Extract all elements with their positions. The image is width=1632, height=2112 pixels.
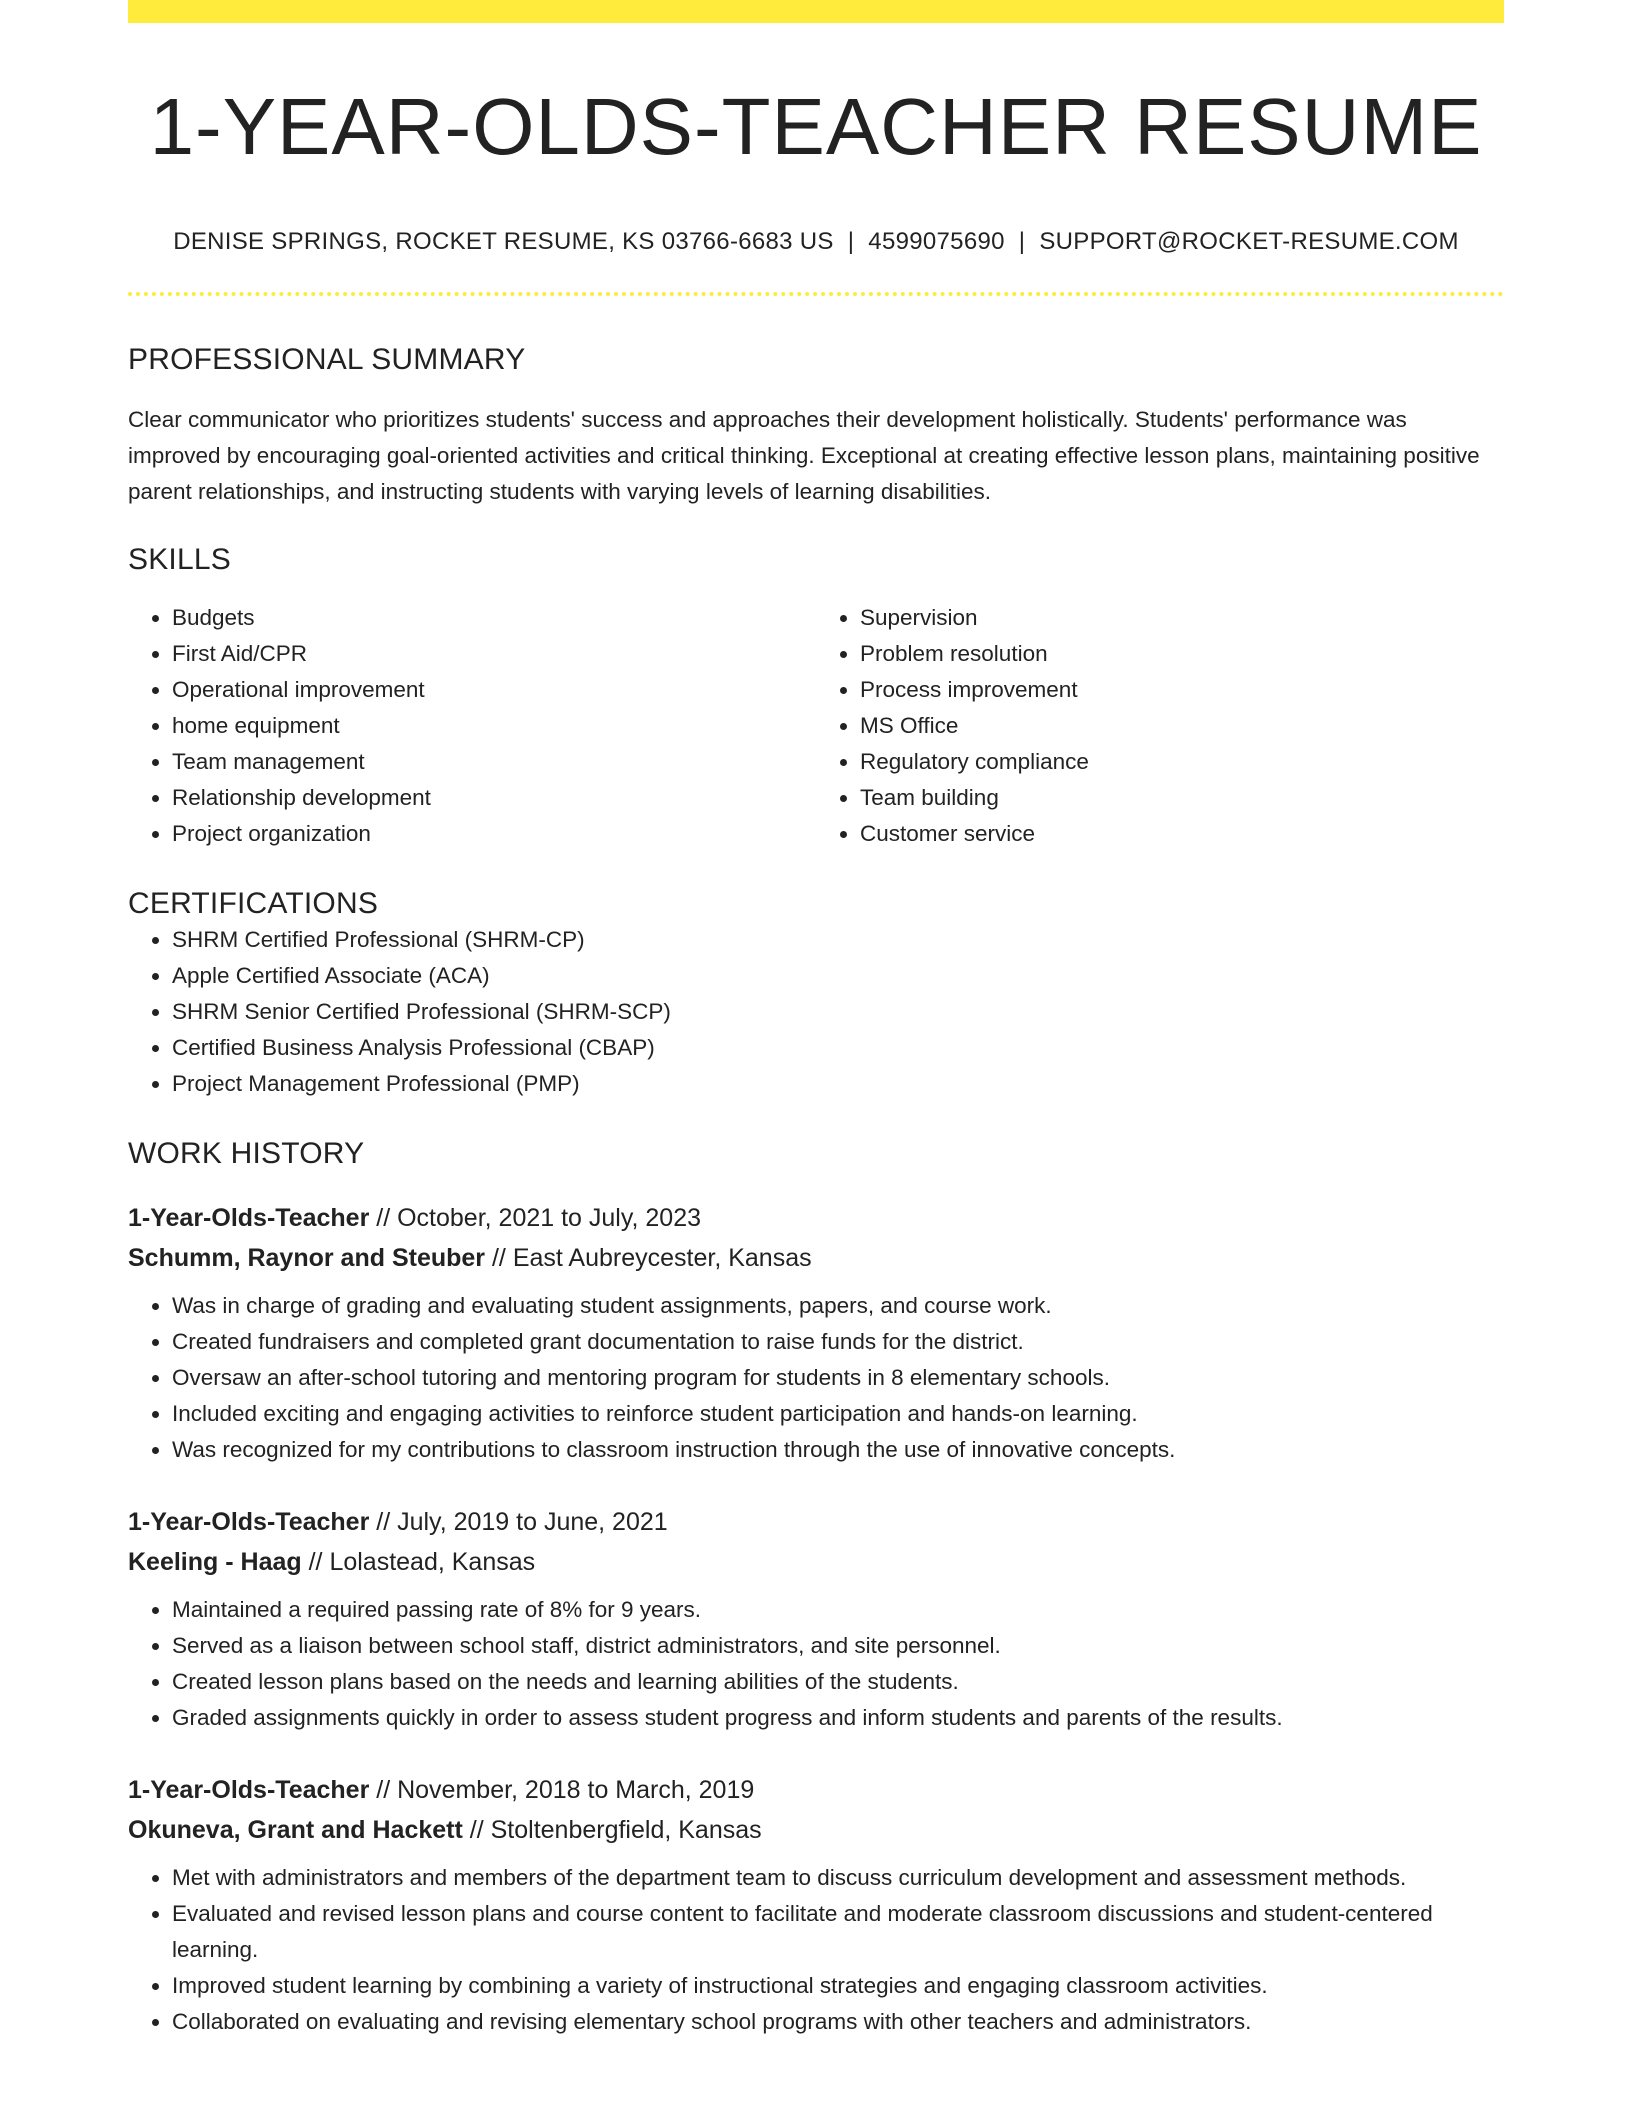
certification-item: • Certified Business Analysis Professional (CBAP): [172, 1030, 1504, 1066]
summary-heading: PROFESSIONAL SUMMARY: [128, 343, 526, 376]
skill-item: • Team building: [860, 780, 1504, 816]
job-title-line: [128, 1198, 1504, 1238]
skills-grid: [128, 600, 1504, 852]
job-bullet: • Included exciting and engaging activities to reinforce student participation and hands-on learning.: [172, 1396, 1504, 1432]
job-bullet: • Collaborated on evaluating and revising elementary school programs with other teachers and administrators.: [172, 2004, 1504, 2040]
job-bullets: [128, 1860, 1504, 2040]
resume-page: [128, 0, 1504, 2112]
skill-item: • Problem resolution: [860, 636, 1504, 672]
contact-info: [128, 228, 1504, 256]
resume-title: 1-YEAR-OLDS-TEACHER RESUME: [149, 82, 1483, 171]
job-bullet: • Graded assignments quickly in order to assess student progress and inform students and parents of the results.: [172, 1700, 1504, 1736]
job-company-line: [128, 1810, 1504, 1850]
job-dates: // October, 2021 to July, 2023: [376, 1204, 702, 1232]
skill-item: • MS Office: [860, 708, 1504, 744]
job-bullet: • Met with administrators and members of the department team to discuss curriculum development and assessment methods.: [172, 1860, 1504, 1896]
skill-item: • Project organization: [172, 816, 816, 852]
skill-item: • Process improvement: [860, 672, 1504, 708]
certification-item: • SHRM Senior Certified Professional (SHRM-SCP): [172, 994, 1504, 1030]
skill-item: • Supervision: [860, 600, 1504, 636]
accent-top-bar: [128, 0, 1504, 23]
job-title: 1-Year-Olds-Teacher: [128, 1776, 370, 1804]
job-bullet: • Oversaw an after-school tutoring and mentoring program for students in 8 elementary schools.: [172, 1360, 1504, 1396]
job-bullet: • Was in charge of grading and evaluating student assignments, papers, and course work.: [172, 1288, 1504, 1324]
skill-item: • Regulatory compliance: [860, 744, 1504, 780]
job-bullet: • Served as a liaison between school staff, district administrators, and site personnel.: [172, 1628, 1504, 1664]
job-bullets: [128, 1288, 1504, 1468]
job-bullet: • Maintained a required passing rate of 8% for 9 years.: [172, 1592, 1504, 1628]
job-title: 1-Year-Olds-Teacher: [128, 1508, 370, 1536]
certifications-list: [128, 922, 1504, 1102]
skills-list-left: [128, 600, 816, 852]
job-dates: // July, 2019 to June, 2021: [376, 1508, 668, 1536]
work-history-heading: WORK HISTORY: [128, 1137, 365, 1170]
skill-item: • Relationship development: [172, 780, 816, 816]
job-company: Okuneva, Grant and Hackett: [128, 1816, 463, 1844]
job-dates: // November, 2018 to March, 2019: [376, 1776, 755, 1804]
job-bullet: • Created lesson plans based on the needs and learning abilities of the students.: [172, 1664, 1504, 1700]
certification-item: • Project Management Professional (PMP): [172, 1066, 1504, 1102]
contact-separator: |: [847, 228, 855, 255]
job-location: // Stoltenbergfield, Kansas: [469, 1816, 762, 1844]
certifications-heading: CERTIFICATIONS: [128, 887, 379, 920]
job-title-line: [128, 1502, 1504, 1542]
job-bullet: • Was recognized for my contributions to classroom instruction through the use of innovative concepts.: [172, 1432, 1504, 1468]
job-bullets: [128, 1592, 1504, 1736]
skill-item: • Customer service: [860, 816, 1504, 852]
job-title-line: [128, 1770, 1504, 1810]
summary-text: Clear communicator who prioritizes students' success and approaches their development holistically. Students' performance was improved by encouraging goal-oriented activities and critical thinking. Exceptional at creating effective lesson plans, maintaining positive parent relationships, and instructing students with varying levels of learning disabilities.: [128, 407, 1480, 504]
certification-item: • SHRM Certified Professional (SHRM-CP): [172, 922, 1504, 958]
contact-address: DENISE SPRINGS, ROCKET RESUME, KS 03766-6683 US: [173, 228, 834, 255]
contact-phone: 4599075690: [868, 228, 1005, 255]
job-company-line: [128, 1238, 1504, 1278]
skill-item: • home equipment: [172, 708, 816, 744]
job-bullet: • Created fundraisers and completed grant documentation to raise funds for the district.: [172, 1324, 1504, 1360]
job-bullet: • Improved student learning by combining a variety of instructional strategies and engaging classroom activities.: [172, 1968, 1504, 2004]
certification-item: • Apple Certified Associate (ACA): [172, 958, 1504, 994]
job-company: Keeling - Haag: [128, 1548, 302, 1576]
contact-separator: |: [1018, 228, 1026, 255]
skills-heading: SKILLS: [128, 543, 231, 576]
job-entry: [128, 1198, 1504, 1468]
skill-item: • Team management: [172, 744, 816, 780]
job-company-line: [128, 1542, 1504, 1582]
job-location: // East Aubreycester, Kansas: [491, 1244, 812, 1272]
skill-item: • First Aid/CPR: [172, 636, 816, 672]
job-entry: [128, 1770, 1504, 2040]
job-entry: [128, 1502, 1504, 1736]
contact-email: SUPPORT@ROCKET-RESUME.COM: [1039, 228, 1459, 255]
job-location: // Lolastead, Kansas: [308, 1548, 536, 1576]
skill-item: • Operational improvement: [172, 672, 816, 708]
job-company: Schumm, Raynor and Steuber: [128, 1244, 486, 1272]
job-bullet: • Evaluated and revised lesson plans and course content to facilitate and moderate classroom discussions and student-centered learning.: [172, 1896, 1504, 1968]
job-title: 1-Year-Olds-Teacher: [128, 1204, 370, 1232]
dotted-divider: [128, 292, 1504, 296]
skill-item: • Budgets: [172, 600, 816, 636]
skills-list-right: [816, 600, 1504, 852]
